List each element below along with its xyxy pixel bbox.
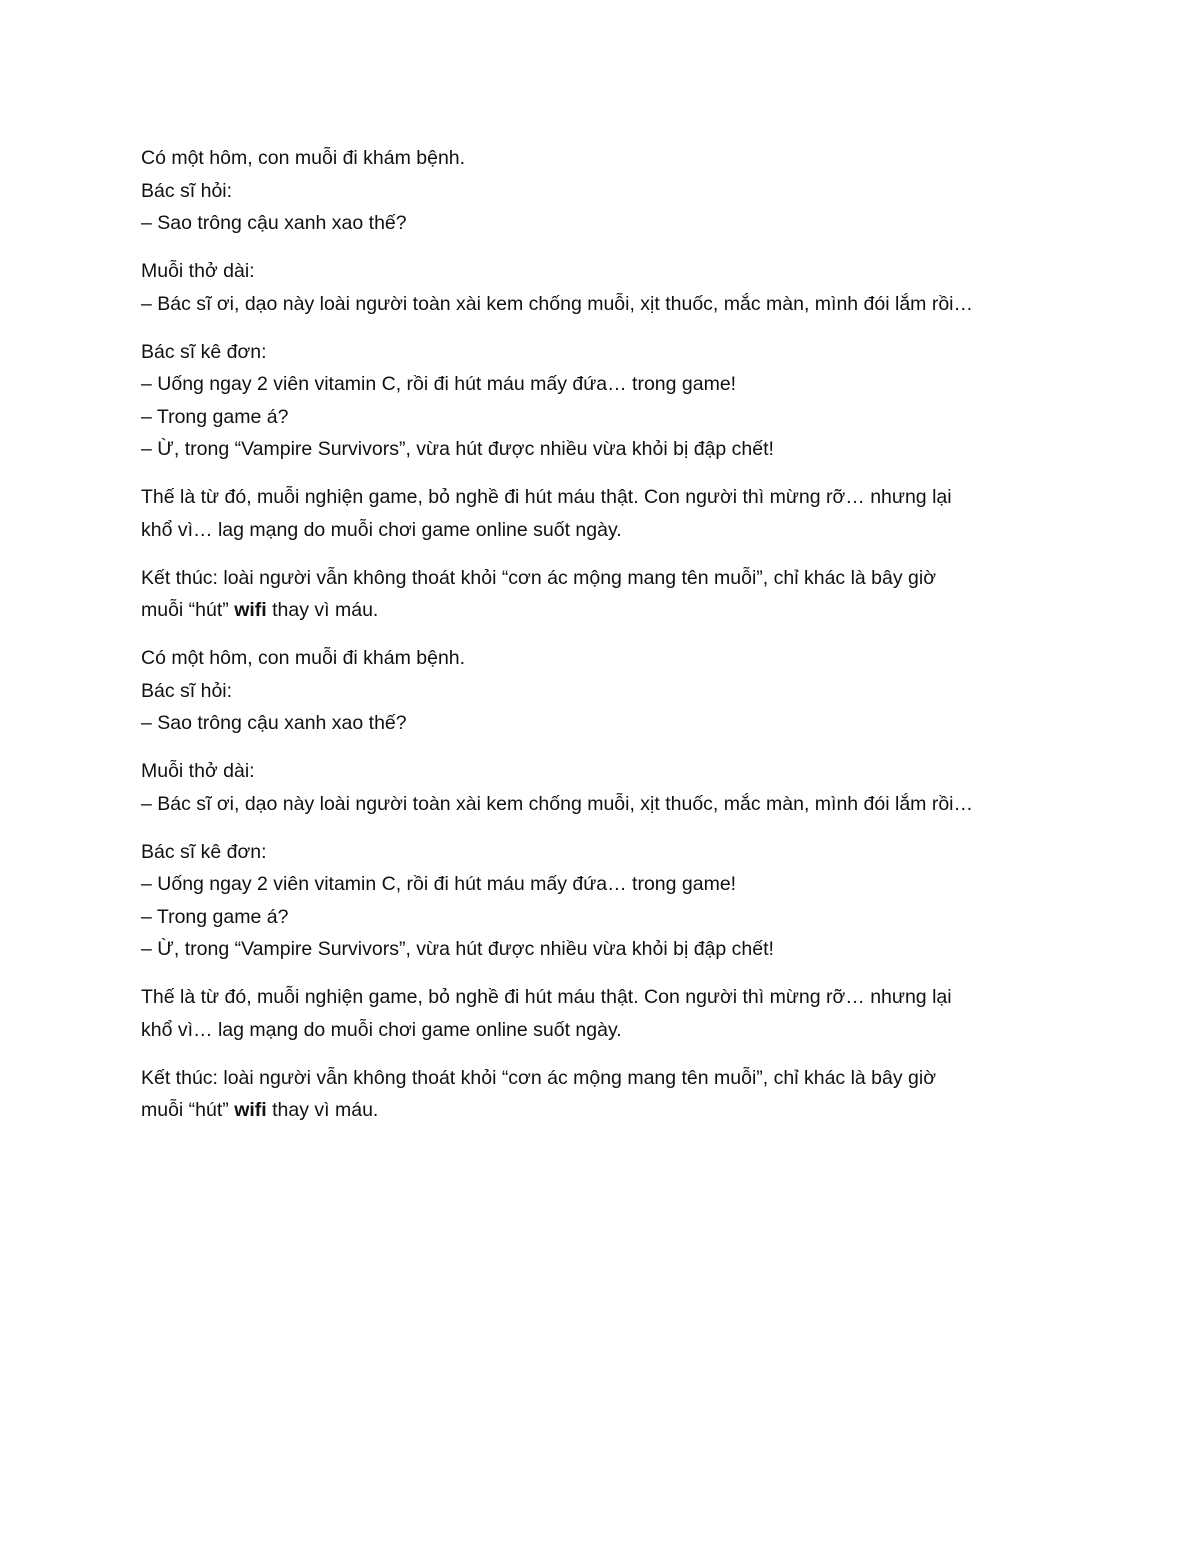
ending-bold-wifi: wifi (234, 599, 267, 621)
text-line: – Bác sĩ ơi, dạo này loài người toàn xài kem chống muỗi, xịt thuốc, mắc màn, mình đói lắm rồi… (141, 792, 974, 815)
text-line: – Bác sĩ ơi, dạo này loài người toàn xài kem chống muỗi, xịt thuốc, mắc màn, mình đói lắm rồi… (141, 292, 974, 315)
ending-before: muỗi “hút” (141, 599, 235, 621)
text-line: Thế là từ đó, muỗi nghiện game, bỏ nghề đi hút máu thật. Con người thì mừng rỡ… nhưng lại (141, 486, 952, 508)
text-line: khổ vì… lag mạng do muỗi chơi game online suốt ngày. (141, 518, 622, 541)
story-block-2 (141, 642, 1061, 1127)
text-line: – Uống ngay 2 viên vitamin C, rồi đi hút máu mấy đứa… trong game! (141, 873, 737, 895)
text-line: Bác sĩ hỏi: (141, 179, 233, 202)
ending-after: thay vì máu. (266, 1099, 379, 1121)
document-body (141, 142, 1061, 1142)
paragraph (141, 142, 1061, 240)
text-line: Có một hôm, con muỗi đi khám bệnh. (141, 147, 466, 169)
text-line-ending (141, 594, 1061, 627)
paragraph (141, 255, 1061, 320)
text-line: Muỗi thở dài: (141, 260, 255, 282)
text-line: Bác sĩ hỏi: (141, 679, 233, 702)
text-line: – Ừ, trong “Vampire Survivors”, vừa hút được nhiều vừa khỏi bị đập chết! (141, 938, 774, 960)
ending-bold-wifi: wifi (234, 1099, 267, 1121)
paragraph (141, 336, 1061, 466)
paragraph (141, 481, 1061, 546)
text-line-ending (141, 1094, 1061, 1127)
text-line: Muỗi thở dài: (141, 760, 255, 782)
paragraph (141, 562, 1061, 627)
text-line: Bác sĩ kê đơn: (141, 840, 267, 863)
paragraph (141, 981, 1061, 1046)
text-line: – Trong game á? (141, 905, 289, 928)
text-line: Thế là từ đó, muỗi nghiện game, bỏ nghề đi hút máu thật. Con người thì mừng rỡ… nhưng lại (141, 986, 952, 1008)
paragraph (141, 836, 1061, 966)
paragraph (141, 642, 1061, 740)
text-line: Bác sĩ kê đơn: (141, 340, 267, 363)
text-line: – Ừ, trong “Vampire Survivors”, vừa hút được nhiều vừa khỏi bị đập chết! (141, 438, 774, 460)
paragraph (141, 1062, 1061, 1127)
ending-before: muỗi “hút” (141, 1099, 235, 1121)
paragraph (141, 755, 1061, 820)
text-line: – Sao trông cậu xanh xao thế? (141, 712, 407, 734)
text-line: Có một hôm, con muỗi đi khám bệnh. (141, 647, 466, 669)
text-line: – Trong game á? (141, 405, 289, 428)
ending-after: thay vì máu. (266, 599, 379, 621)
text-line: khổ vì… lag mạng do muỗi chơi game online suốt ngày. (141, 1018, 622, 1041)
text-line: – Uống ngay 2 viên vitamin C, rồi đi hút máu mấy đứa… trong game! (141, 373, 737, 395)
story-block-1 (141, 142, 1061, 627)
text-line: – Sao trông cậu xanh xao thế? (141, 212, 407, 234)
text-line: Kết thúc: loài người vẫn không thoát khỏi “cơn ác mộng mang tên muỗi”, chỉ khác là bây giờ (141, 1066, 937, 1089)
text-line: Kết thúc: loài người vẫn không thoát khỏi “cơn ác mộng mang tên muỗi”, chỉ khác là bây giờ (141, 566, 937, 589)
